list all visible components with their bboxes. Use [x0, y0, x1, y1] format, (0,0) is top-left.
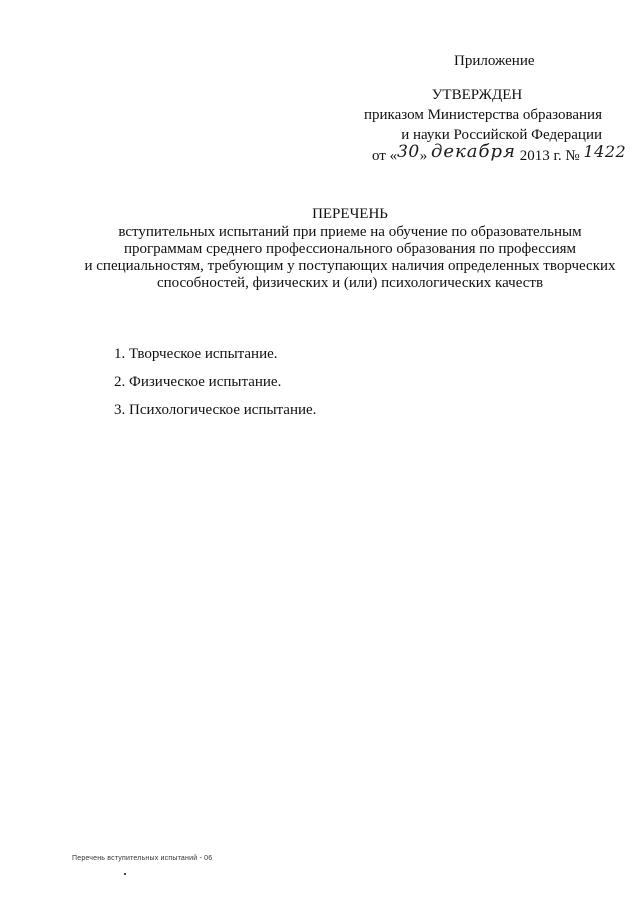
order-quote-close: » [419, 148, 428, 164]
approval-block [300, 85, 627, 166]
order-year-text: 2013 г. № [519, 148, 580, 164]
appendix-label: Приложение [454, 53, 535, 69]
order-prefix: от « [372, 148, 398, 164]
order-day-handwritten: 30 [397, 142, 420, 162]
scan-artifact [124, 873, 126, 875]
list-item-physical-test: 2. Физическое испытание. [114, 374, 282, 390]
description-line-1: вступительных испытаний при приеме на обучение по образовательным [118, 224, 582, 240]
description-line-4: способностей, физических и (или) психологических качеств [156, 275, 544, 291]
order-line [300, 141, 627, 166]
tests-list [114, 345, 316, 429]
order-month-handwritten: декабря [431, 141, 516, 162]
list-item-creative-test: 1. Творческое испытание. [114, 346, 278, 362]
description-line-2: программам среднего профессионального образования по профессиям [123, 241, 577, 257]
list-item-psychological-test: 3. Психологическое испытание. [114, 402, 317, 418]
order-number-handwritten: 1422 [583, 142, 627, 161]
approved-label: УТВЕРЖДЕН [431, 87, 523, 103]
footer-note: Перечень вступительных испытаний - 06 [72, 855, 213, 862]
description-line-3: и специальностям, требующим у поступающих наличия определенных творческих [84, 258, 616, 274]
ministry-line-1: приказом Министерства образования [364, 107, 602, 123]
title-block [0, 206, 640, 292]
document-heading: ПЕРЕЧЕНЬ [312, 206, 388, 222]
ministry-line-2: и науки Российской Федерации [401, 127, 602, 143]
